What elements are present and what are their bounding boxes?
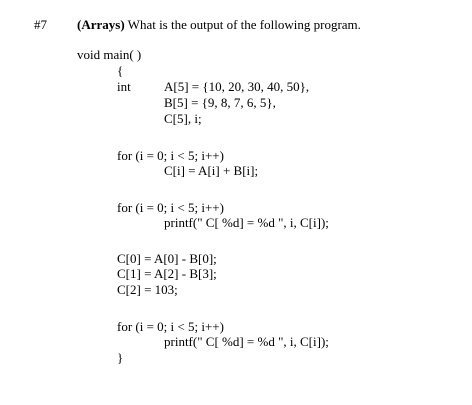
code-line: } bbox=[117, 350, 124, 365]
code-line: for (i = 0; i < 5; i++) bbox=[117, 319, 224, 334]
code-line: C[i] = A[i] + B[i]; bbox=[164, 163, 259, 178]
code-line: printf(" C[ %d] = %d ", i, C[i]); bbox=[164, 215, 329, 230]
code-line: for (i = 0; i < 5; i++) bbox=[117, 148, 224, 163]
question-number: #7 bbox=[34, 17, 47, 32]
code-line: B[5] = {9, 8, 7, 6, 5}, bbox=[164, 95, 276, 110]
code-line: int bbox=[117, 79, 131, 94]
code-line: C[2] = 103; bbox=[117, 282, 178, 297]
code-line: C[1] = A[2] - B[3]; bbox=[117, 266, 217, 281]
code-line: A[5] = {10, 20, 30, 40, 50}, bbox=[164, 79, 310, 94]
code-line: { bbox=[117, 63, 124, 78]
code-line: printf(" C[ %d] = %d ", i, C[i]); bbox=[164, 334, 329, 349]
code-line: C[5], i; bbox=[164, 111, 202, 126]
question-topic: (Arrays) bbox=[77, 17, 125, 32]
question-prompt: What is the output of the following program. bbox=[127, 17, 361, 32]
code-line: C[0] = A[0] - B[0]; bbox=[117, 251, 217, 266]
code-line: void main( ) bbox=[77, 47, 142, 62]
question-text bbox=[77, 17, 361, 33]
code-line: for (i = 0; i < 5; i++) bbox=[117, 200, 224, 215]
